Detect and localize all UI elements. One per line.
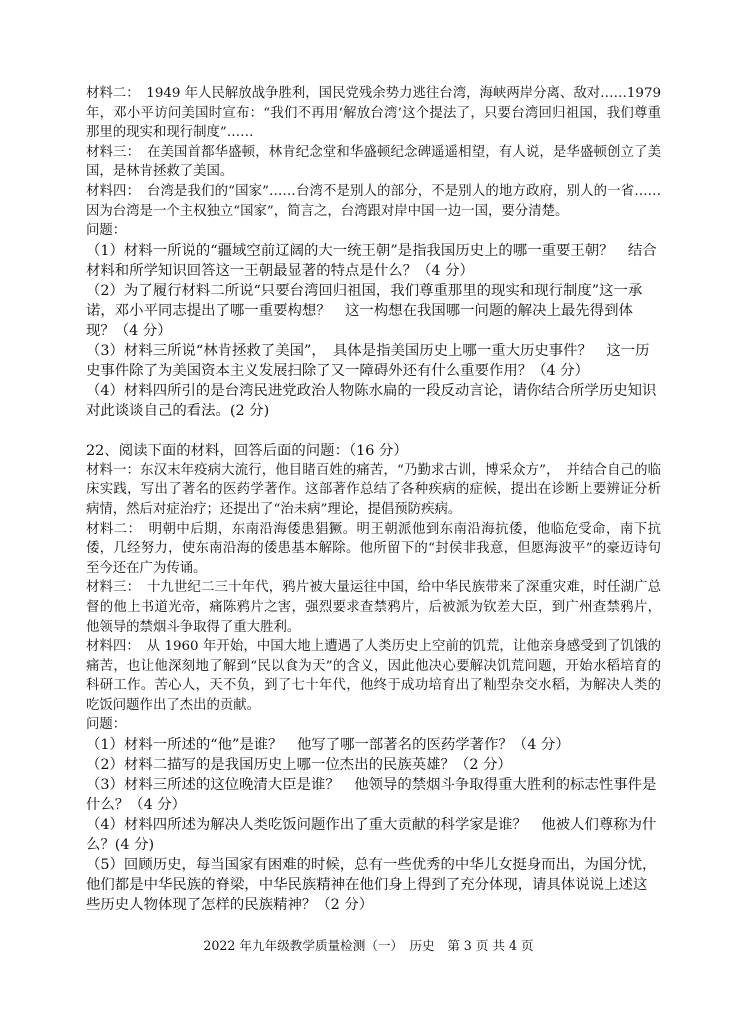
q21-material-3: 材料三： 在美国首都华盛顿，林肯纪念堂和华盛顿纪念碑遥遥相望，有人说，是华盛顿创立了美国，是林肯拯救了美国。 — [86, 144, 661, 180]
q21-question-2: （2）为了履行材料二所说“只要台湾回归祖国，我们尊重那里的现实和现行制度”这一承诺，邓小平同志提出了哪一重要构想？ 这一构想在我国哪一问题的解决上最先得到体现？（4 分） — [86, 282, 643, 339]
q21-question-1: （1）材料一所说的“疆域空前辽阔的大一统王朝”是指我国历史上的哪一重要王朝？ 结合材料和所学知识回答这一王朝最显著的特点是什么？（4 分） — [86, 242, 657, 279]
q22-question-1: （1）材料一所述的“他”是谁？ 他写了哪一部著名的医药学著作？（4 分） — [86, 737, 570, 754]
q22-question-4: （4）材料四所述为解决人类吃饭问题作出了重大贡献的科学家是谁？ 他被人们尊称为什么？(4 分) — [86, 817, 657, 854]
q21-material-2: 材料二： 1949 年人民解放战争胜利，国民党残余势力逃往台湾，海峡两岸分离、敌对……1979 年，邓小平访问美国时宣布：“我们不再用‘解放台湾’这个提法了，只要台湾回归祖国，我们尊重那里的现实和现行制度”…… — [86, 86, 661, 141]
page-footer: 2022 年九年级教学质量检测（一） 历史 第 3 页 共 4 页 — [203, 938, 534, 953]
q22-question-5: （5）回顾历史，每当国家有困难的时候，总有一些优秀的中华儿女挺身而出，为国分忧，他们都是中华民族的脊梁，中华民族精神在他们身上得到了充分体现，请具体说说上述这些历史人物体现了怎样的民族精神？（2 分） — [86, 857, 657, 914]
q21-question-3: （3）材料三所说“林肯拯救了美国”， 具体是指美国历史上哪一重大历史事件？ 这一历史事件除了为美国资本主义发展扫除了又一障碍外还有什么重要作用？（4 分） — [86, 342, 650, 379]
q22-material-2: 材料二： 明朝中后期，东南沿海倭患猖獗。明王朝派他到东南沿海抗倭，他临危受命，南下抗倭，几经努力，使东南沿海的倭患基本解除。他所留下的“封侯非我意，但愿海波平”的豪迈诗句至今还在广为传诵。 — [86, 521, 661, 576]
q22-material-1: 材料一：东汉末年疫病大流行，他目睹百姓的痛苦，“乃勤求古训，博采众方”， 并结合自己的临床实践，写出了著名的医药学著作。这部著作总结了各种疾病的症候，提出在诊断上要辨证分析病情，然后对症治疗；还提出了“治未病”理论，提倡预防疾病。 — [86, 462, 661, 517]
q22-heading: 22、阅读下面的材料，回答后面的问题：（16 分） — [86, 442, 408, 459]
q22-material-4: 材料四： 从 1960 年开始，中国大地上遭遇了人类历史上空前的饥荒，让他亲身感受到了饥饿的痛苦，也让他深刻地了解到“民以食为天”的含义，因此他决心要解决饥荒问题，开始水稻培育的科研工作。苦心人，天不负，到了七十年代，他终于成功培育出了籼型杂交水稻，为解决人类的吃饭问题作出了杰出的贡献。 — [86, 639, 661, 713]
q22-questions-label: 问题： — [86, 717, 127, 733]
q22-question-2: （2）材料二描写的是我国历史上哪一位杰出的民族英雄？（2 分） — [86, 757, 512, 774]
exam-page-content — [86, 84, 661, 915]
q21-questions-label: 问题： — [86, 223, 127, 239]
q21-question-4: （4）材料四所引的是台湾民进党政治人物陈水扁的一段反动言论，请你结合所学历史知识对此谈谈自己的看法。(2 分) — [86, 382, 657, 419]
q22-question-3: （3）材料三所述的这位晚清大臣是谁？ 他领导的禁烟斗争取得重大胜利的标志性事件是什么？（4 分） — [86, 777, 657, 814]
q22-material-3: 材料三： 十九世纪二三十年代，鸦片被大量运往中国，给中华民族带来了深重灾难，时任湖广总督的他上书道光帝，痛陈鸦片之害，强烈要求查禁鸦片，后被派为钦差大臣，到广州查禁鸦片，他领导的禁烟斗争取得了重大胜利。 — [86, 580, 661, 635]
section-spacer — [86, 421, 661, 441]
q21-material-4: 材料四： 台湾是我们的“国家”……台湾不是别人的部分，不是别人的地方政府，别人的一省……因为台湾是一个主权独立“国家”，简言之，台湾跟对岸中国一边一国，要分清楚。 — [86, 183, 661, 219]
